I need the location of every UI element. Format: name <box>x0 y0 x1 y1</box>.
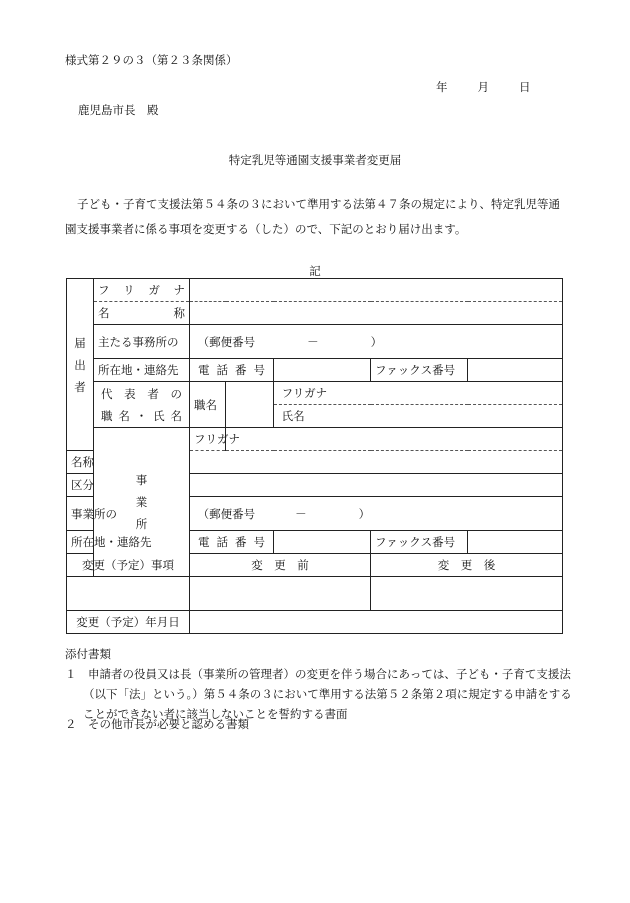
attachment-item-1: １ 申請者の役員又は長（事業所の管理者）の変更を伴う場合にあっては、子ども・子育て支援法（以下「法」という。）第５４条の３において準用する法第５２条第２項に規定する申請をすることができない者に該当しないことを誓約する書面 <box>65 667 572 721</box>
main-office-label-2: 所在地・連絡先 <box>94 359 190 382</box>
label-char: 名 <box>170 408 182 423</box>
name-label <box>94 302 190 325</box>
form-number: 様式第２９の３（第２３条関係） <box>65 53 238 67</box>
attachments-title: 添付書類 <box>65 647 111 661</box>
rep-name-field[interactable] <box>274 405 563 428</box>
change-before-header: 変 更 前 <box>190 554 371 577</box>
label-char: ナ <box>228 432 240 446</box>
label-char: 番 <box>235 535 247 549</box>
label-char: 名 <box>98 306 110 320</box>
label-char: リ <box>205 432 217 446</box>
label-char: 分 <box>82 478 94 492</box>
office-label-1 <box>67 497 117 531</box>
label-char: ・ <box>135 408 148 423</box>
business-furigana-field[interactable] <box>226 428 563 451</box>
rep-name-label: 氏名 <box>281 409 305 423</box>
office-postal-dash: － <box>295 506 307 521</box>
date-day: 日 <box>519 80 531 94</box>
attachment-item-2: ２ その他市長が必要と認める書類 <box>65 717 249 731</box>
office-fax-field[interactable] <box>468 531 563 554</box>
label-char: 話 <box>216 363 228 377</box>
business-group-label: 事 業 所 <box>94 428 190 577</box>
category-label <box>67 474 94 497</box>
label-char: 者 <box>147 386 159 401</box>
label-char: 業 <box>82 506 94 521</box>
main-office-label-1: 主たる事務所の <box>94 325 190 359</box>
label-char: 話 <box>216 535 228 549</box>
label-char: 区 <box>71 478 83 492</box>
document-title: 特定乳児等通園支援事業者変更届 <box>228 153 402 167</box>
date-month: 月 <box>477 80 489 94</box>
rep-furigana-label: フリガナ <box>281 386 328 400</box>
category-field[interactable] <box>190 474 563 497</box>
change-before-field[interactable] <box>190 577 371 611</box>
date-line <box>436 79 561 95</box>
label-char: 氏 <box>153 408 165 423</box>
label-char: 号 <box>253 535 265 549</box>
applicant-furigana-field[interactable] <box>190 279 563 302</box>
office-label-2: 所在地・連絡先 <box>67 531 94 554</box>
office-postal-close: ） <box>358 506 371 521</box>
label-char: フ <box>98 283 110 297</box>
business-furigana-label <box>190 428 240 451</box>
postal-label: （郵便番号 <box>197 334 256 349</box>
office-postal-label: （郵便番号 <box>197 506 256 521</box>
change-after-field[interactable] <box>371 577 563 611</box>
postal-dash: － <box>307 334 319 349</box>
change-item-label: 変更（予定）事項 <box>67 554 190 577</box>
label-char: 名 <box>118 408 130 423</box>
label-char: リ <box>123 283 135 297</box>
intro-paragraph: 子ども・子育て支援法第５４条の３において準用する法第４７条の規定により、特定乳児等通園支援事業者に係る事項を変更する（した）ので、下記のとおり届け出ます。 <box>65 197 560 236</box>
rep-furigana-field[interactable] <box>274 382 563 405</box>
label-char: の <box>105 506 117 521</box>
label-char: 所 <box>94 506 106 521</box>
business-name-label <box>67 451 94 474</box>
main-office-phone-field[interactable] <box>274 359 371 382</box>
label-char: 代 <box>101 386 113 401</box>
representative-label <box>94 382 190 428</box>
ki-heading: 記 <box>309 264 321 278</box>
main-office-postal-field[interactable] <box>190 325 563 359</box>
position-label: 職名 <box>190 382 226 428</box>
label-char: 称 <box>82 455 94 469</box>
business-name-field[interactable] <box>190 451 563 474</box>
postal-close: ） <box>370 334 383 349</box>
label-char: 電 <box>198 535 210 549</box>
applicant-name-field[interactable] <box>190 302 563 325</box>
label-char: 表 <box>124 386 136 401</box>
main-office-fax-field[interactable] <box>468 359 563 382</box>
change-date-label: 変更（予定）年月日 <box>67 611 190 634</box>
office-fax-label: ファックス番号 <box>371 531 468 554</box>
office-phone-field[interactable] <box>274 531 371 554</box>
office-postal-field[interactable] <box>190 497 563 531</box>
position-field[interactable] <box>226 382 274 428</box>
change-date-field[interactable] <box>190 611 563 634</box>
label-char: 番 <box>235 363 247 377</box>
phone-label <box>190 359 274 382</box>
label-char: の <box>170 386 182 401</box>
label-char: ガ <box>148 283 160 297</box>
label-char: 電 <box>198 363 210 377</box>
label-char: 号 <box>253 363 265 377</box>
label-char: 称 <box>173 306 185 320</box>
applicant-group-label: 届 出 者 <box>67 279 94 451</box>
date-year: 年 <box>436 80 448 94</box>
office-phone-label <box>190 531 274 554</box>
furigana-label <box>94 279 190 302</box>
form-table <box>66 278 563 634</box>
change-item-field[interactable] <box>67 577 190 611</box>
change-after-header: 変 更 後 <box>371 554 563 577</box>
furigana-chars <box>98 282 185 298</box>
label-char: ナ <box>173 283 185 297</box>
label-char: 事 <box>71 506 83 521</box>
label-char: フ <box>194 432 206 446</box>
fax-label: ファックス番号 <box>371 359 468 382</box>
label-char: 名 <box>71 455 83 469</box>
label-char: ガ <box>217 432 229 446</box>
label-char: 職 <box>101 408 113 423</box>
addressee: 鹿児島市長 殿 <box>78 103 159 117</box>
